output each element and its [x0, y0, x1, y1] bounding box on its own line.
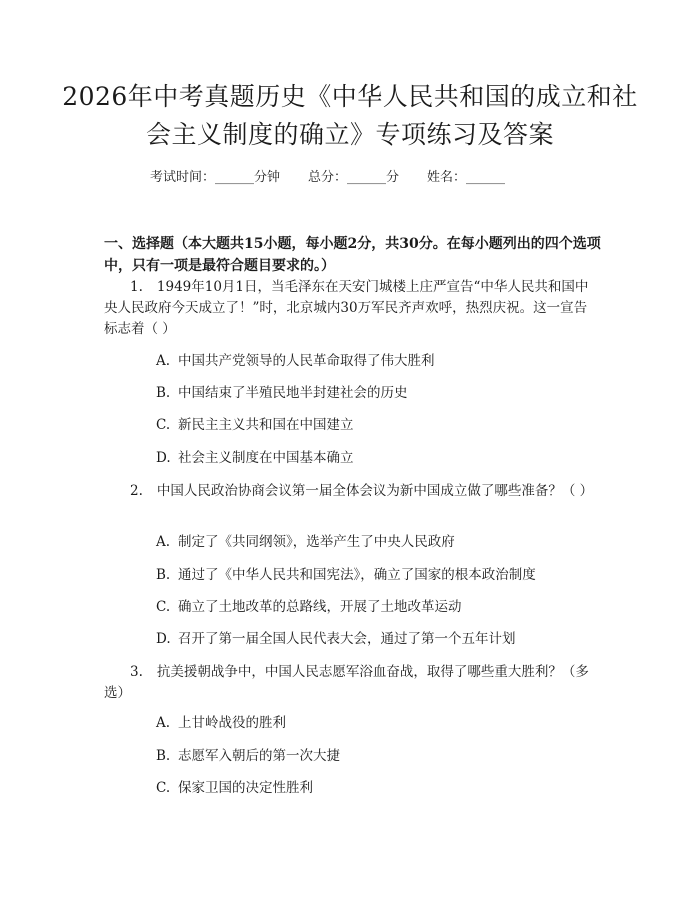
option-letter: C.	[156, 417, 171, 433]
question-2-option-a	[156, 533, 596, 551]
option-text: 志愿军入朝后的第一次大捷	[178, 748, 340, 764]
question-2	[104, 481, 598, 502]
question-stem: 中国人民政治协商会议第一届全体会议为新中国成立做了哪些准备？（ ）	[156, 483, 594, 499]
question-3-option-b	[156, 747, 596, 765]
question-3-option-c	[156, 779, 596, 797]
option-text: 中国结束了半殖民地半封建社会的历史	[178, 385, 408, 401]
page-title: 2026年中考真题历史《中华人民共和国的成立和社会主义制度的确立》专项练习及答案	[62, 82, 638, 149]
option-text: 通过了《中华人民共和国宪法》，确立了国家的根本政治制度	[178, 567, 536, 583]
student-name-label: 姓名：______	[427, 170, 506, 185]
option-letter: A.	[156, 534, 171, 550]
question-3-option-a	[156, 714, 596, 732]
total-score-label: 总分：______分	[308, 170, 400, 185]
question-2-option-d	[156, 630, 596, 648]
option-text: 召开了第一届全国人民代表大会，通过了第一个五年计划	[178, 631, 516, 647]
option-letter: C.	[156, 780, 171, 796]
question-3	[104, 662, 598, 704]
question-2-option-b	[156, 566, 596, 584]
option-letter: B.	[156, 567, 171, 583]
question-1-option-a	[156, 352, 596, 370]
question-1-option-c	[156, 416, 596, 434]
option-letter: A.	[156, 353, 171, 369]
question-number: 1.	[130, 279, 143, 295]
question-1	[104, 277, 598, 340]
option-letter: B.	[156, 748, 171, 764]
question-1-option-d	[156, 449, 596, 467]
option-text: 保家卫国的决定性胜利	[178, 780, 313, 796]
option-text: 制定了《共同纲领》，选举产生了中央人民政府	[178, 534, 455, 550]
exam-meta-line	[150, 170, 570, 186]
question-number: 3.	[130, 664, 143, 680]
section-heading: 一、选择题（本大题共15小题，每小题2分，共30分。在每小题列出的四个选项中，只有一项是最符合题目要求的。）	[104, 236, 601, 274]
option-letter: D.	[156, 450, 171, 466]
option-letter: C.	[156, 599, 171, 615]
question-stem: 1949年10月1日，当毛泽东在天安门城楼上庄严宣告“中华人民共和国中央人民政府今天成立了！”时，北京城内30万军民齐声欢呼，热烈庆祝。这一宣告标志着（ ）	[104, 279, 589, 337]
option-text: 确立了土地改革的总路线，开展了土地改革运动	[178, 599, 462, 615]
question-number: 2.	[130, 483, 143, 499]
option-letter: D.	[156, 631, 171, 647]
option-letter: A.	[156, 715, 171, 731]
option-letter: B.	[156, 385, 171, 401]
option-text: 社会主义制度在中国基本确立	[178, 450, 354, 466]
exam-time-label: 考试时间：______分钟	[150, 170, 281, 185]
question-stem: 抗美援朝战争中，中国人民志愿军浴血奋战，取得了哪些重大胜利？（多选）	[104, 664, 589, 701]
option-text: 中国共产党领导的人民革命取得了伟大胜利	[178, 353, 435, 369]
question-2-option-c	[156, 598, 596, 616]
question-1-option-b	[156, 384, 596, 402]
option-text: 上甘岭战役的胜利	[178, 715, 286, 731]
option-text: 新民主主义共和国在中国建立	[178, 417, 354, 433]
